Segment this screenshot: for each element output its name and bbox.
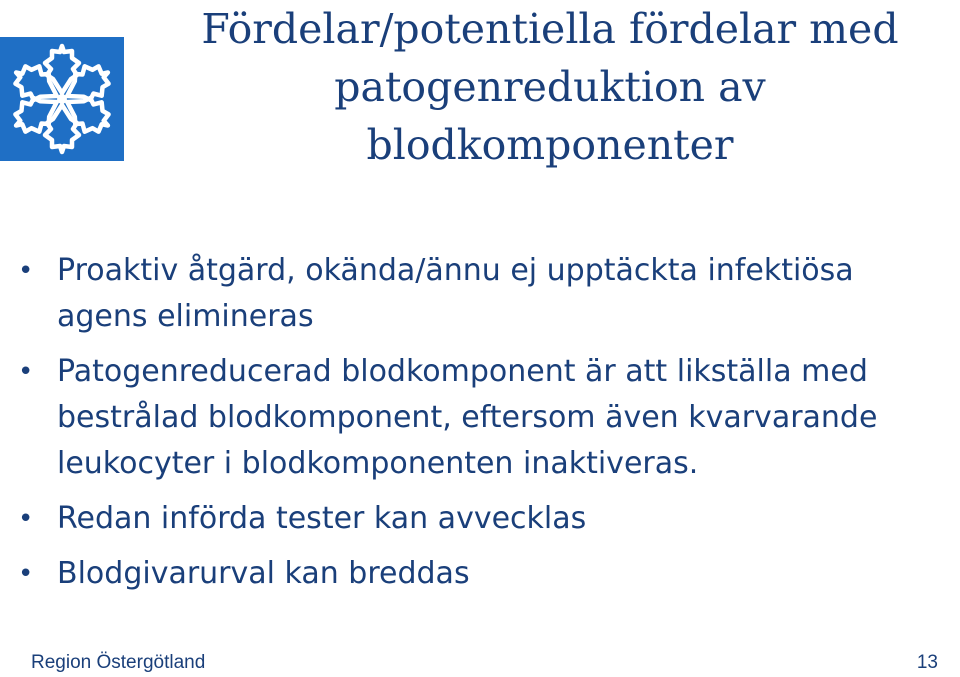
bullet-list — [0, 248, 960, 606]
slide-title — [140, 0, 960, 174]
footer-organization: Region Östergötland — [31, 652, 206, 673]
bullet-line: Proaktiv åtgärd, okända/ännu ej upptäckta infektiösa — [57, 253, 854, 288]
region-logo — [0, 37, 124, 161]
bullet-line: Blodgivarurval kan breddas — [57, 556, 470, 591]
cornflower-logo-icon — [0, 37, 124, 161]
bullet-text — [57, 551, 960, 597]
bullet-line: bestrålad blodkomponent, eftersom även kvarvarande — [57, 400, 878, 435]
bullet-item — [0, 496, 960, 542]
bullet-marker: • — [18, 357, 34, 387]
bullet-item — [0, 551, 960, 597]
title-line: patogenreduktion av — [334, 63, 766, 111]
bullet-line: agens elimineras — [57, 299, 314, 334]
bullet-line: Redan införda tester kan avvecklas — [57, 501, 587, 536]
bullet-marker: • — [18, 256, 34, 286]
title-line: Fördelar/potentiella fördelar med — [201, 5, 899, 53]
bullet-item — [0, 248, 960, 340]
bullet-text — [57, 349, 960, 487]
bullet-line: Patogenreducerad blodkomponent är att likställa med — [57, 354, 868, 389]
bullet-marker: • — [18, 559, 34, 589]
bullet-marker: • — [18, 504, 34, 534]
bullet-text — [57, 496, 960, 542]
bullet-text — [57, 248, 960, 340]
bullet-item — [0, 349, 960, 487]
page-number: 13 — [916, 652, 938, 673]
bullet-line: leukocyter i blodkomponenten inaktiveras. — [57, 446, 699, 481]
title-line: blodkomponenter — [366, 121, 734, 169]
